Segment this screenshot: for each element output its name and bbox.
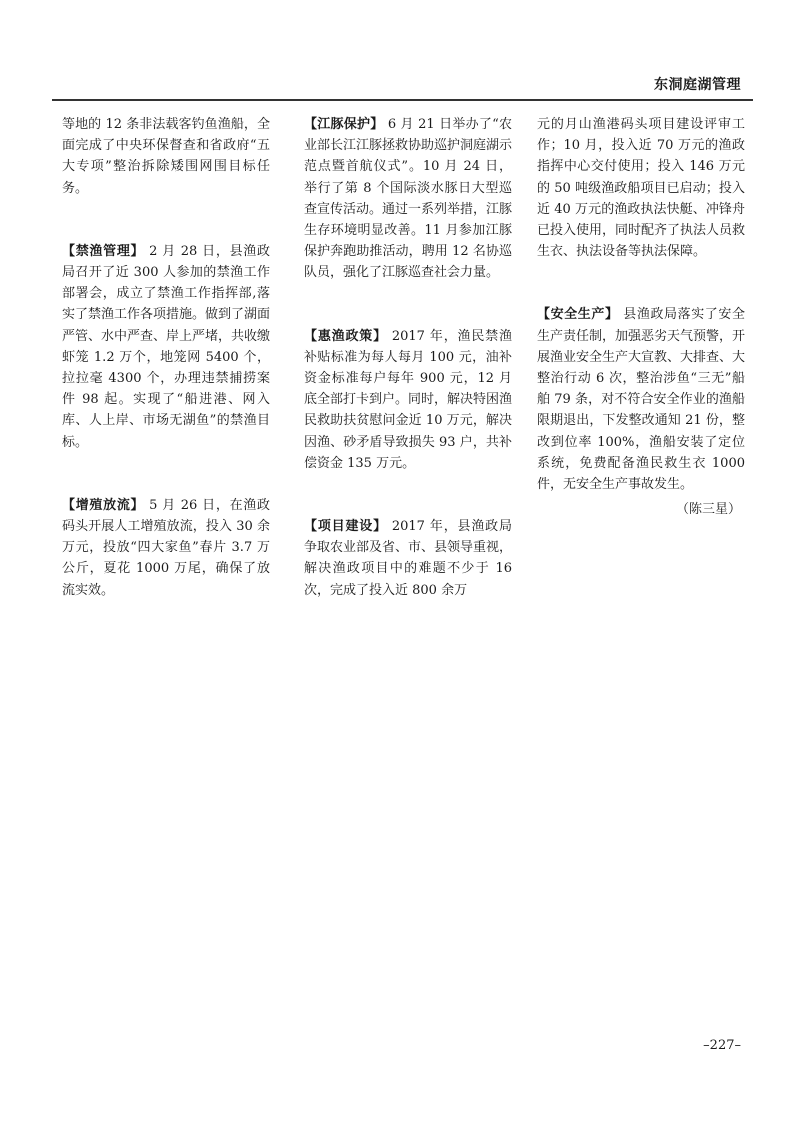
- paragraph-project-construction: [304, 516, 512, 601]
- paragraph-fisher-policy: [304, 326, 512, 474]
- paragraph-fishing-ban: [62, 241, 270, 453]
- paragraph-text: 等地的 12 条非法载客钓鱼渔船，全面完成了中央环保督查和省政府“五大专项”整治拆除矮围网围目标任务。: [62, 117, 270, 196]
- section-heading: 【项目建设】: [304, 519, 387, 535]
- paragraph-text: 县渔政局落实了安全生产责任制，加强恶劣天气预警，开展渔业安全生产大宣教、大排查、大整治行动 6 次，整治涉鱼“三无”船舶 79 条，对不符合安全作业的渔船限期退出，下发整改通知 21 份，整改到位率 100%，渔船安装了定位系统，免费配备渔民救生衣 1000 件，无安全生产事故发生。: [537, 307, 746, 493]
- section-heading: 【江豚保护】: [304, 117, 384, 132]
- paragraph-text: 2017 年，渔民禁渔补贴标准为每人每月 100 元，油补资金标准每户每年 900 元，12 月底全部打卡到户。同时，解决特困渔民救助扶贫慰问金近 10 万元，解决因渔、砂矛盾导致损失 93 户，共补偿资金 135 万元。: [304, 328, 513, 471]
- page-number: –227–: [703, 1038, 741, 1053]
- column-2: [304, 114, 512, 643]
- paragraph-safe-production: [537, 304, 745, 495]
- column-3: [537, 114, 745, 520]
- section-heading: 【惠渔政策】: [304, 328, 387, 344]
- section-heading: 【安全生产】: [537, 307, 619, 323]
- running-header-title: 东洞庭湖管理: [654, 77, 741, 93]
- paragraph-porpoise-protection: [304, 114, 512, 284]
- paragraph-text: 2017 年，县渔政局争取农业部及省、市、县领导重视，解决渔政项目中的难题不少于 16 次，完成了投入近 800 余万: [304, 519, 513, 598]
- paragraph-text: 2 月 28 日，县渔政局召开了近 300 人参加的禁渔工作部署会，成立了禁渔工作指挥部,落实了禁渔工作各项措施。做到了湖面严管、水中严查、岸上严堵，共收缴虾笼 1.2 万个，地笼网 5400 个，拉拉毫 4300 个，办理违禁捕捞案件 98 起。实现了“船进港、网入库、人上岸、市场无湖鱼”的禁渔目标。: [62, 243, 271, 450]
- paragraph: [62, 114, 270, 199]
- column-1: [62, 114, 270, 643]
- section-heading: 【增殖放流】: [62, 497, 145, 513]
- author-credit: （陈三星）: [675, 502, 741, 518]
- header-rule: [52, 99, 753, 101]
- paragraph-text: 元的月山渔港码头项目建设评审工作；10 月，投入近 70 万元的渔政指挥中心交付使用；投入 146 万元的 50 吨级渔政船项目已启动；投入近 40 万元的渔政执法快艇、冲锋舟已投入使用，同时配齐了执法人员救生衣、执法设备等执法保障。: [537, 117, 746, 260]
- paragraph-text: 5 月 26 日，在渔政码头开展人工增殖放流，投入 30 余万元，投放“四大家鱼”春片 3.7 万公斤，夏花 1000 万尾，确保了放流实效。: [62, 497, 270, 598]
- paragraph: [537, 114, 745, 262]
- paragraph-stock-release: [62, 495, 270, 601]
- paragraph-text: 6 月 21 日举办了“农业部长江江豚拯救协助巡护洞庭湖示范点暨首航仪式”。10 月 24 日，举行了第 8 个国际淡水豚日大型巡查宣传活动。通过一系列举措，江豚生存环境明显改善。11 月参加江豚保护奔跑助推活动，聘用 12 名协巡队员，强化了江豚巡查社会力量。: [304, 117, 513, 281]
- section-heading: 【禁渔管理】: [62, 243, 145, 259]
